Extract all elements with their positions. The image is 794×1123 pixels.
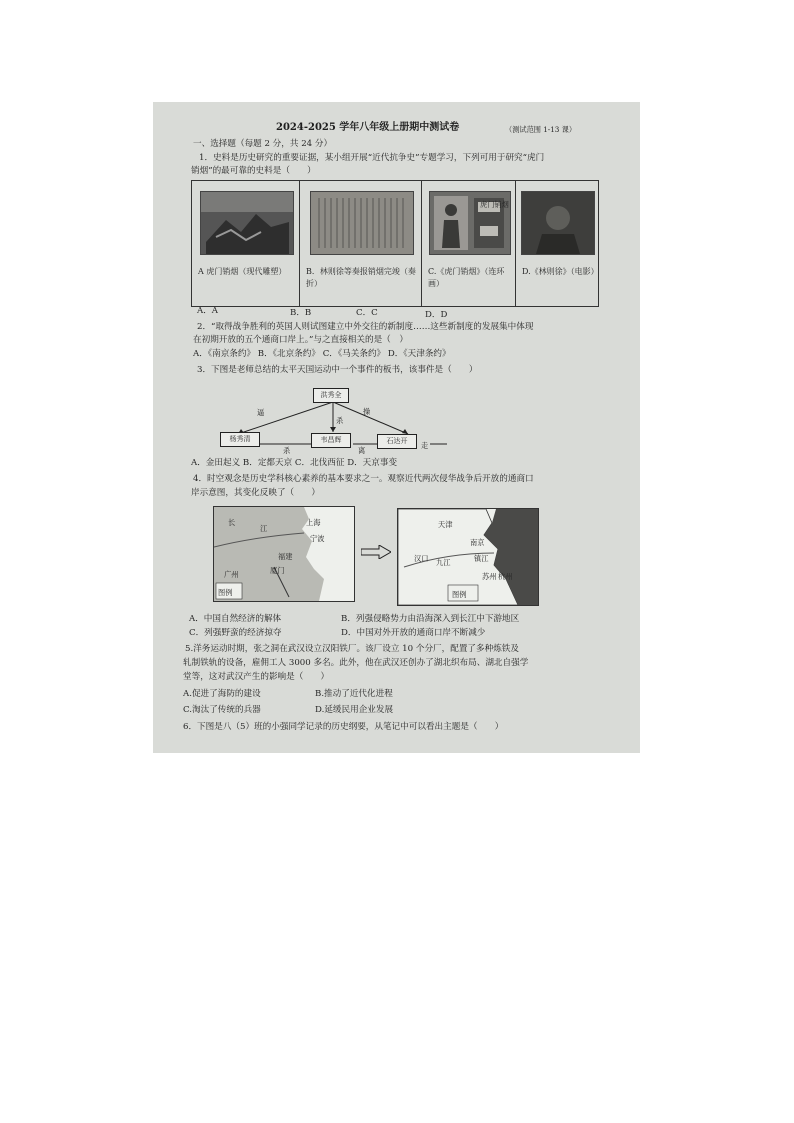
q5-option-b: B.推动了近代化进程: [315, 689, 393, 699]
q1-caption-d: D.《林则徐》（电影）: [522, 267, 599, 276]
q4-option-a: A．中国自然经济的解体: [189, 614, 282, 624]
memorial-document-photo: [310, 191, 414, 255]
q5-option-c: C.淘汰了传统的兵器: [183, 705, 261, 715]
q1-option-d-cell: [515, 181, 599, 306]
diagram-node-right: 石达开: [377, 434, 417, 449]
q4-option-d: D．中国对外开放的通商口岸不断减少: [341, 628, 486, 638]
q2-stem-line1: 2．“取得战争胜利的英国人则试图建立中外交往的新制度……这些新制度的发展集中体现: [197, 322, 534, 332]
map-right-label-hangzhou: 杭州: [498, 572, 513, 581]
diagram-label-end: 走: [421, 441, 429, 450]
q1-image-table: [191, 180, 599, 307]
map-right-label-jiujiang: 九江: [436, 558, 451, 567]
exam-title: 2024-2025 学年八年级上册期中测试卷: [276, 122, 460, 133]
diagram-label-bottom-right: 离: [358, 446, 366, 455]
diagram-label-left: 逼: [257, 408, 265, 417]
q3-stem: 3．下图是老师总结的太平天国运动中一个事件的板书，该事件是（ ）: [197, 365, 478, 375]
q4-option-c: C．列强野蛮的经济掠夺: [189, 628, 282, 638]
exam-paper-photo: [153, 102, 640, 753]
comic-book-title: 虎门销烟: [480, 200, 509, 209]
map-left-label-xiamen: 厦门: [270, 566, 285, 575]
q5-option-d: D.延缓民用企业发展: [315, 705, 394, 715]
q1-option-c-cell: [421, 181, 516, 306]
map-right-label-nanjing: 南京: [470, 538, 485, 547]
q4-stem-line2: 岸示意图，其变化反映了（ ）: [191, 488, 320, 498]
map-left-label-chang: 长: [228, 518, 236, 527]
q1-stem-line2: 销烟”的最可靠的史料是（ ）: [191, 166, 316, 176]
q1-option-d: D．D: [425, 310, 448, 320]
map-first-opium-war-ports: [213, 506, 355, 602]
q1-option-c: C．C: [356, 308, 378, 318]
q3-options: A．金田起义 B．定都天京 C．北伐西征 D．天京事变: [191, 458, 398, 468]
section-heading: 一、选择题（每题 2 分，共 24 分）: [193, 139, 333, 149]
q5-stem-line1: 5.洋务运动时期，张之洞在武汉设立汉阳铁厂。该厂设立 10 个分厂，配置了多种炼铁及: [185, 644, 519, 654]
q1-option-a-cell: [192, 181, 299, 306]
q5-option-a: A.促进了海防的建设: [183, 689, 261, 699]
exam-scope: （测试范围 1-13 课）: [505, 125, 577, 134]
diagram-label-right: 操: [363, 407, 371, 416]
diagram-label-bottom-left: 杀: [283, 446, 291, 455]
q1-option-b: B．B: [290, 308, 312, 318]
map-left-legend: 图例: [218, 588, 233, 597]
q6-stem: 6．下图是八（5）班的小强同学记录的历史纲要，从笔记中可以看出主题是（ ）: [183, 722, 504, 732]
movie-still-photo: [521, 191, 595, 255]
map-right-label-zhenjiang: 镇江: [474, 554, 489, 563]
map-left-label-jiang: 江: [260, 524, 268, 533]
q4-option-b: B．列强侵略势力由沿海深入到长江中下游地区: [341, 614, 520, 624]
map-right-label-hankou: 汉口: [414, 554, 429, 563]
map-left-label-guangzhou: 广州: [224, 570, 239, 579]
map-right-label-tianjin: 天津: [438, 520, 453, 529]
q4-stem-line1: 4．时空观念是历史学科核心素养的基本要求之一。观察近代两次侵华战争后开放的通商口: [193, 474, 534, 484]
diagram-node-middle: 韦昌辉: [311, 433, 351, 448]
q1-caption-b: B．林则徐等奏报销烟完竣（奏折）: [306, 267, 416, 288]
map-left-label-fujian: 福建: [278, 552, 293, 561]
map-right-label-suzhou: 苏州: [482, 572, 497, 581]
map-right-legend: 图例: [452, 590, 467, 599]
diagram-label-center: 杀: [336, 416, 344, 425]
q2-stem-line2: 在初期开放的五个通商口岸上。”与之直接相关的是（ ）: [193, 335, 408, 345]
q1-caption-a: A 虎门销烟（现代雕塑）: [198, 267, 287, 276]
diagram-node-top: 洪秀全: [313, 388, 349, 403]
q1-option-b-cell: [299, 181, 422, 306]
map-left-label-ningbo: 宁波: [310, 534, 325, 543]
map-change-arrow-icon: [361, 545, 391, 559]
q1-caption-c: C.《虎门销烟》（连环画）: [428, 267, 505, 288]
sculpture-photo: [200, 191, 294, 255]
diagram-node-left: 杨秀清: [220, 432, 260, 447]
q5-stem-line3: 堂等，这对武汉产生的影响是（ ）: [183, 672, 330, 682]
map-left-label-shanghai: 上海: [306, 518, 321, 527]
q1-stem-line1: 1．史料是历史研究的重要证据，某小组开展“近代抗争史”专题学习，下列可用于研究“虎门: [199, 153, 545, 163]
q1-option-a: A．A: [197, 306, 219, 316]
q5-stem-line2: 轧制铁轨的设备，雇佣工人 3000 多名。此外，他在武汉还创办了湖北织布局、湖北自强学: [183, 658, 529, 668]
map-second-opium-war-ports: [397, 508, 539, 606]
q2-options: A．《南京条约》 B．《北京条约》 C．《马关条约》 D．《天津条约》: [193, 349, 451, 359]
